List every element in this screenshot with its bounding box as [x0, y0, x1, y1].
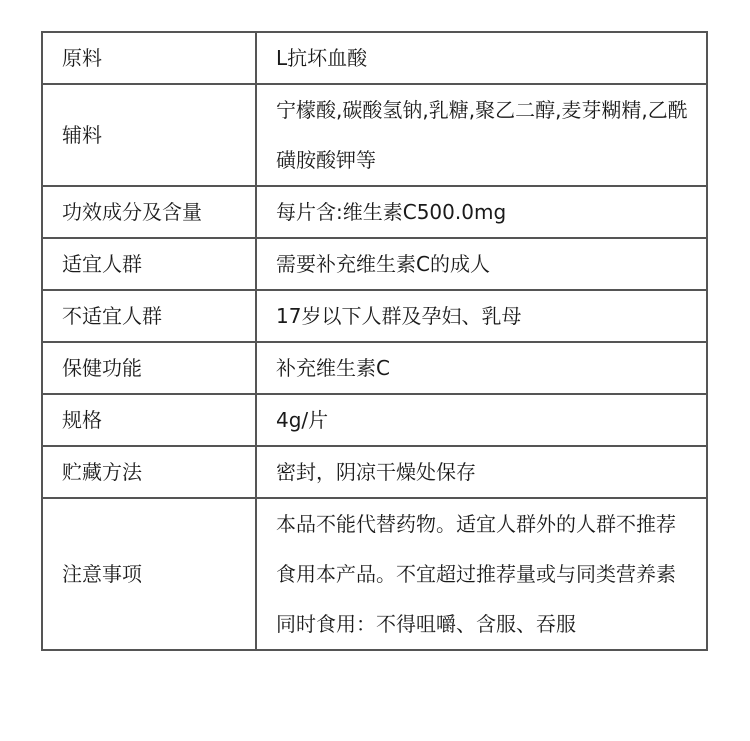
row-value: 宁檬酸,碳酸氢钠,乳糖,聚乙二醇,麦芽糊精,乙酰磺胺酸钾等	[256, 84, 707, 186]
table-row	[42, 186, 707, 238]
table-row	[42, 238, 707, 290]
row-label: 保健功能	[42, 342, 256, 394]
row-label: 贮藏方法	[42, 446, 256, 498]
row-label: 规格	[42, 394, 256, 446]
row-value: 4g/片	[256, 394, 707, 446]
row-label: 辅料	[42, 84, 256, 186]
row-value: 密封，阴凉干燥处保存	[256, 446, 707, 498]
row-value: 本品不能代替药物。适宜人群外的人群不推荐食用本产品。不宜超过推荐量或与同类营养素同时食用：不得咀嚼、含服、吞服	[256, 498, 707, 650]
row-label: 不适宜人群	[42, 290, 256, 342]
row-value: 17岁以下人群及孕妇、乳母	[256, 290, 707, 342]
table-row	[42, 394, 707, 446]
row-label: 功效成分及含量	[42, 186, 256, 238]
table-row	[42, 290, 707, 342]
table-row	[42, 84, 707, 186]
table-row	[42, 32, 707, 84]
row-value: L抗坏血酸	[256, 32, 707, 84]
product-spec-table	[41, 31, 708, 651]
table-row	[42, 498, 707, 650]
row-label: 原料	[42, 32, 256, 84]
row-label: 注意事项	[42, 498, 256, 650]
row-label: 适宜人群	[42, 238, 256, 290]
row-value: 补充维生素C	[256, 342, 707, 394]
table-row	[42, 446, 707, 498]
row-value: 每片含:维生素C500.0mg	[256, 186, 707, 238]
row-value: 需要补充维生素C的成人	[256, 238, 707, 290]
table-row	[42, 342, 707, 394]
